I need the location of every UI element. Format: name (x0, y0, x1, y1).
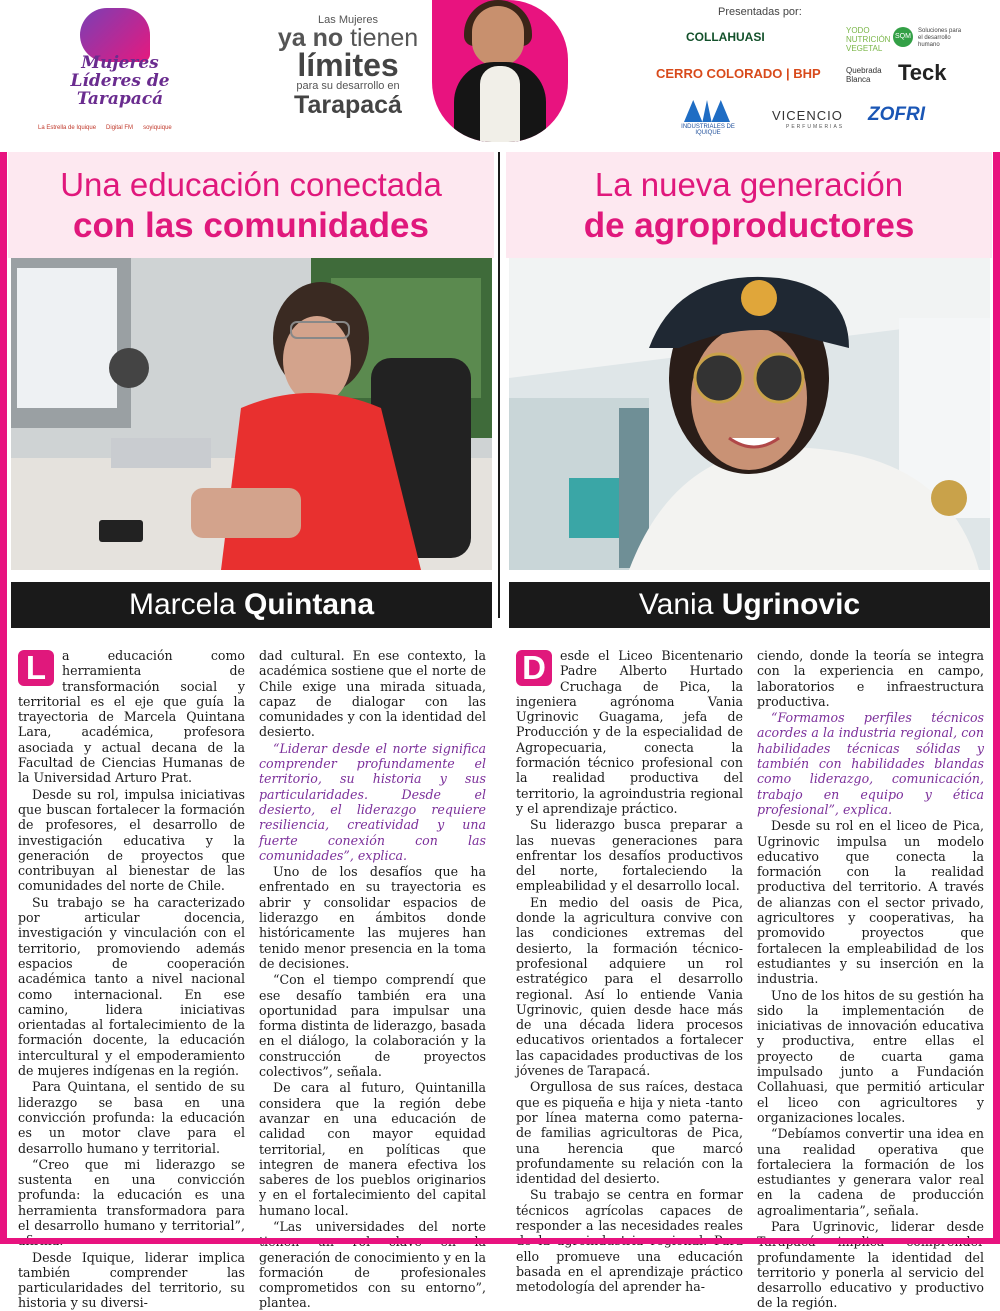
pull-quote: “Liderar desde el norte significa comprender profundamente el territorio, su historia y sus particularidades. Desde el desierto, el liderazgo requiere resiliencia, creatividad y una fuerte conexión con las comunidades”, explica. (259, 740, 486, 863)
body-column-1 (516, 648, 743, 1295)
paragraph: Para Quintana, el sentido de su liderazgo se basa en una convicción profunda: la educación es un motor clave para el desarrollo humano y territorial. (18, 1079, 245, 1156)
article-title-line2: con las comunidades (73, 206, 429, 245)
column-divider (498, 152, 500, 618)
paragraph-text: esde el Liceo Bicentenario Padre Alberto Hurtado Cruchaga de Pica, la ingeniera agrónoma Vania Ugrinovic Guagama, jefa de Producción y de la especialidad de Agropecuaria, conecta la formación técnico profesional con la realidad productiva del territorio, la agroindustria regional y el aprendizaje práctico. (516, 648, 743, 816)
greenhouse-selfie-scene (509, 258, 990, 570)
paragraph: Su trabajo se centra en formar técnicos agrícolas capaces de responder a las necesidades reales ello promueve una educación basada en el aprendizaje práctico metodología del aprender ha- (516, 1187, 743, 1295)
person-name-bar (509, 582, 990, 628)
paragraph: Desde su rol en el liceo de Pica, Ugrinovic impulsa un modelo educativo que conecta la formación con la realidad productiva del territorio. A través de alianzas con el sector privado, agricultores y cooperativas, ha promovido proyectos que fortalecen la empleabilidad de los estudiantes y su inserción en la industria. (757, 818, 984, 987)
partner-soyiquique: soyiquique (143, 125, 172, 131)
paragraph: Desde Iquique, liderar implica también comprender las particularidades del territorio, su historia y su diversi- (18, 1249, 245, 1311)
paragraph: “Con el tiempo comprendí que ese desafío también era una oportunidad para impulsar una forma distinta de liderazgo, basada en el diálogo, la colaboración y la construcción de proyectos colectivos”, señala. (259, 972, 486, 1080)
article-body (516, 648, 984, 1311)
paragraph: Uno de los hitos de su gestión ha sido la implementación de iniciativas de innovación educativa y productiva, entre ellas el proyecto de cuarta gama impulsado junto a Fundación Collahuasi, que permitió articular el liceo con agricultores y organizaciones locales. (757, 987, 984, 1125)
paragraph: Su liderazgo busca preparar a las nuevas generaciones para enfrentar los desafíos productivos del norte, fortaleciendo la empleabilidad y el desarrollo local. (516, 817, 743, 894)
article-right (506, 152, 992, 1311)
paragraph: Para Ugrinovic, liderar desde profundamente la identidad del territorio y ponerla al servicio del desarrollo educativo y productivo de la región. (757, 1218, 984, 1311)
person-last-name: Ugrinovic (721, 588, 861, 621)
left-edge-band (0, 152, 7, 1244)
person-first-name: Marcela (128, 588, 236, 621)
tagline-line1: Las Mujeres (318, 14, 378, 26)
logo-partners (38, 122, 198, 134)
sponsor-zofri-logo: ZOFRI (868, 104, 925, 125)
person-name-bar (11, 582, 492, 628)
paragraph (18, 648, 245, 786)
tagline-line3: límites (297, 47, 399, 83)
paragraph: “Creo que mi liderazgo se sustenta en una convicción profunda: la educación es una herramienta transformadora para el desarrollo humano y territorial”, (18, 1156, 245, 1233)
paragraph: De cara al futuro, Quintanilla considera que la región debe avanzar en una educación de calidad con mayor equidad territorial, en políticas que integren de manera efectiva los saberes de los pueblos originarios y en el fortalecimiento del capital humano local. (259, 1080, 486, 1218)
hero-top (480, 66, 520, 142)
article-title-line1: La nueva generación (594, 166, 904, 203)
right-edge-band (993, 152, 1000, 1244)
portrait-photo (11, 258, 492, 570)
article-title-line1: Una educación conectada (60, 166, 442, 203)
article-body (18, 648, 486, 1311)
paragraph: dad cultural. En ese contexto, la académica sostiene que el norte de Chile exige una mirada situada, capaz de dialogar con las comunidades y con la identidad del desierto. (259, 648, 486, 740)
office-scene (11, 258, 492, 570)
paragraph: ciendo, donde la teoría se integra con la experiencia en campo, laboratorios e infraestructura productiva. (757, 648, 984, 709)
sponsor-teck-logo: Teck (898, 60, 947, 85)
sponsor-vicencio-logo: VICENCIO (772, 108, 843, 123)
paragraph: Desde su rol, impulsa iniciativas que buscan fortalecer la formación de profesores, el desarrollo de investigación educativa y la generación de proyectos que contribuyan al bienestar de las comunidades del norte de Chile. (18, 786, 245, 894)
hero-face (472, 6, 524, 66)
sponsor-industriales-logo: INDUSTRIALES DE IQUIQUE (681, 124, 735, 136)
paragraph: Uno de los desafíos que ha enfrentado en su trayectoria es abrir y consolidar espacios de liderazgo en ámbitos donde históricamente las mujeres han tenido menor presencia en la toma de decisiones. (259, 864, 486, 971)
logo-title: Mujeres Líderes de Tarapacá (70, 53, 170, 109)
paragraph-text: a educación como herramienta de transformación social y territorial es el eje que guía la trayectoria de Marcela Quintana Lara, académica, profesora asociada y actual decana de la Facultad de Ciencias Humanas de la Universidad Arturo Prat. (18, 648, 245, 786)
article-title-line2: de agroproductores (583, 206, 915, 245)
industriales-mark-icon (684, 100, 730, 122)
drop-cap: D (516, 650, 552, 686)
sponsor-cerro-colorado-logo: CERRO COLORADO | BHP (656, 66, 821, 81)
campaign-tagline (268, 14, 428, 118)
pull-quote: “Formamos perfiles técnicos acordes a la industria regional, con habilidades técnicas sólidas y también con habilidades blandas como liderazgo, comunicación, trabajo en equipo y ética profesional”, explica. (757, 710, 984, 817)
body-column-2 (259, 648, 486, 1311)
body-column-2 (757, 648, 984, 1311)
sponsor-vicencio-sub: PERFUMERIAS (786, 124, 845, 130)
hero-portrait (432, 0, 568, 142)
paragraph: En medio del oasis de Pica, donde la agricultura convive con las condiciones extremas del desierto, la formación técnico-profesional adquiere un rol estratégico para el desarrollo regional. Así lo entiende Vania Ugrinovic, quien desde hace más de una década lidera procesos educativos orientados a fortalecer las capacidades productivas de los jóvenes de Tarapacá. (516, 894, 743, 1079)
paragraph: “Las universidades del norte generación de conocimiento y en la formación de profesionales comprometidos con su entorno”, plantea. (259, 1218, 486, 1311)
person-last-name: Quintana (244, 588, 375, 621)
partner-estrella: La Estrella de Iquique (38, 125, 97, 131)
sponsor-quebrada-blanca-logo: Quebrada Blanca (846, 66, 882, 84)
paragraph: “Debíamos convertir una idea en una realidad operativa que fortaleciera la formación de los estudiantes y generara valor real en la cadena de producción agroalimentaria”, señala. (757, 1126, 984, 1218)
campaign-logo (30, 4, 190, 136)
paragraph: Su trabajo se ha caracterizado por articular docencia, investigación y vinculación con el territorio, promoviendo además espacios de cooperación académica tanto a nivel nacional como internacional. En ese camino, lidera iniciativas orientadas al fortalecimiento de la formación docente, la educación intercultural y el empoderamiento de mujeres indígenas en la región. (18, 894, 245, 1079)
paragraph: Orgullosa de sus raíces, destaca que es piqueña e hija y nieta -tanto por línea materna como paterna- de familias agricultoras de Pica, una herencia que marcó profundamente su relación con la identidad del desierto. (516, 1079, 743, 1187)
drop-cap: L (18, 650, 54, 686)
tagline-line4: para su desarrollo en (296, 80, 400, 92)
sponsor-sqm-tagline: Soluciones para el desarrollo humano (918, 28, 962, 48)
person-first-name: Vania (638, 588, 714, 621)
tagline-line2-bold: ya no (277, 24, 344, 52)
bottom-edge-band (0, 1238, 1000, 1244)
tagline-line2-light: tienen (350, 24, 419, 52)
sponsor-sqm-logo: SQM (893, 27, 913, 47)
sponsors-title: Presentadas por: (718, 6, 802, 18)
portrait-photo (509, 258, 990, 570)
partner-digital: Digital FM (106, 125, 134, 131)
sponsor-collahuasi-logo: COLLAHUASI (686, 30, 765, 44)
paragraph (516, 648, 743, 816)
sponsor-yodo-logo: YODO NUTRICIÓN VEGETAL (846, 26, 891, 53)
body-column-1 (18, 648, 245, 1311)
article-left (8, 152, 494, 1311)
page-header (0, 0, 1000, 152)
tagline-line5: Tarapacá (294, 91, 402, 119)
